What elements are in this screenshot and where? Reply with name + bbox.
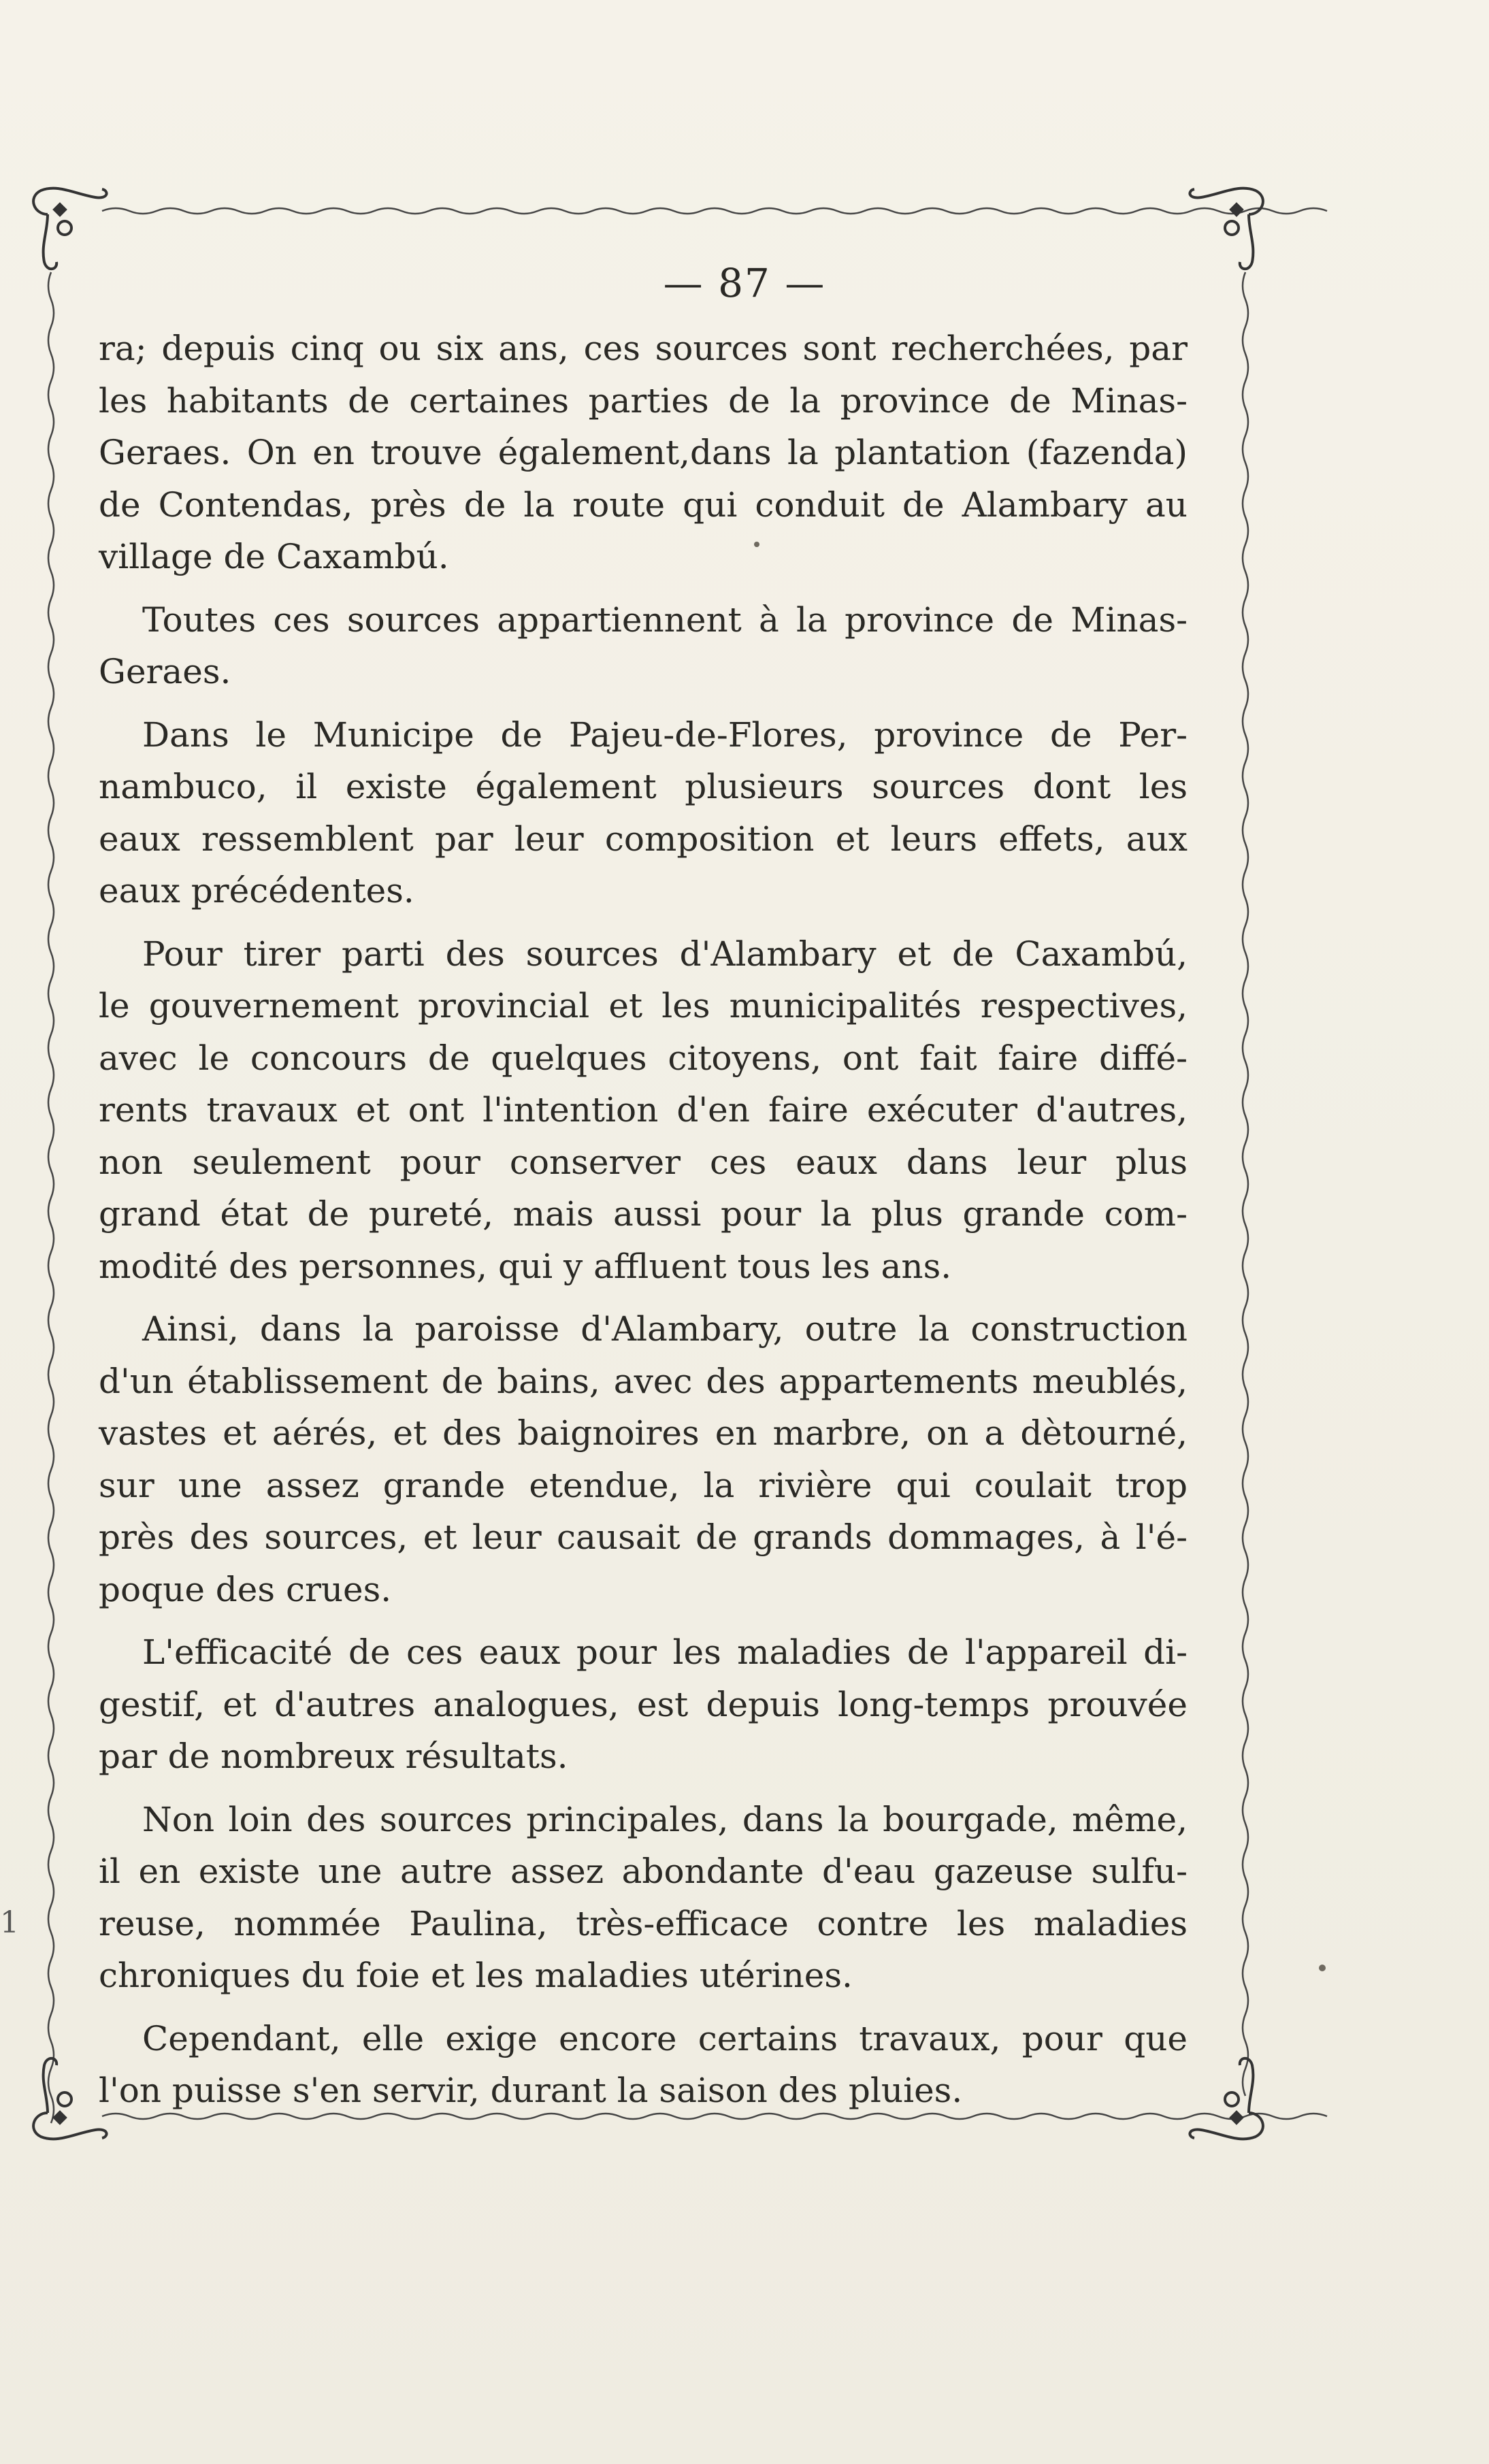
text-line: l'on puisse s'en servir, durant la saison des pluies. — [99, 2071, 963, 2110]
corner-ornament-top-left — [33, 188, 106, 269]
text-line: les habitants de certaines parties de la province de Minas- — [99, 380, 1188, 421]
print-speck — [1319, 1965, 1326, 1971]
corner-ornament-bottom-right — [1190, 2058, 1262, 2139]
text-line: le gouvernement provincial et les municipalités respectives, — [99, 986, 1188, 1025]
text-line: Geraes. — [99, 652, 231, 691]
text-line: Dans le Municipe de Pajeu-de-Flores, province de Per- — [142, 714, 1188, 755]
text-line: L'efficacité de ces eaux pour les maladies de l'appareil di- — [142, 1632, 1188, 1672]
margin-mark: 1 — [0, 1905, 19, 1940]
text-line: gestif, et d'autres analogues, est depuis long-temps prouvée — [99, 1684, 1188, 1724]
text-line: reuse, nommée Paulina, très-efficace contre les maladies — [99, 1903, 1188, 1943]
text-line: ra; depuis cinq ou six ans, ces sources sont recherchées, par — [99, 329, 1188, 368]
text-line: rents travaux et ont l'intention d'en faire exécuter d'autres, — [99, 1090, 1188, 1130]
text-line: village de Caxambú. — [99, 537, 449, 576]
paragraph — [99, 594, 1188, 698]
text-line: eaux ressemblent par leur composition et leurs effets, aux — [99, 819, 1188, 859]
text-line: avec le concours de quelques citoyens, ont fait faire diffé- — [99, 1038, 1188, 1078]
text-line: Toutes ces sources appartiennent à la province de Minas- — [142, 599, 1188, 640]
paragraph — [99, 2013, 1188, 2117]
text-line: modité des personnes, qui y affluent tous les ans. — [99, 1246, 952, 1286]
right-wavy-rule — [1243, 272, 1248, 2096]
text-line: de Contendas, près de la route qui conduit de Alambary au — [99, 484, 1188, 525]
text-line: Pour tirer parti des sources d'Alambary et de Caxambú, — [142, 934, 1188, 974]
text-line: non seulement pour conserver ces eaux dans leur plus — [99, 1142, 1188, 1182]
text-line: grand état de pureté, mais aussi pour la plus grande com- — [99, 1194, 1188, 1234]
text-line: poque des crues. — [99, 1569, 392, 1609]
paragraph — [99, 928, 1188, 1293]
text-line: il en existe une autre assez abondante d'eau gazeuse sulfu- — [99, 1852, 1188, 1891]
paragraph — [99, 1626, 1188, 1783]
text-line: Geraes. On en trouve également,dans la plantation (fazenda) — [99, 433, 1188, 472]
text-line: Ainsi, dans la paroisse d'Alambary, outre la construction — [142, 1309, 1188, 1349]
left-wavy-rule — [48, 272, 54, 2123]
text-line: Non loin des sources principales, dans la bourgade, même, — [142, 1799, 1188, 1839]
text-line: près des sources, et leur causait de grands dommages, à l'é- — [99, 1517, 1188, 1557]
text-line: sur une assez grande etendue, la rivière qui coulait trop — [99, 1465, 1188, 1505]
body-text — [99, 323, 1188, 2128]
text-line: eaux précédentes. — [99, 871, 414, 910]
corner-ornament-bottom-left — [33, 2058, 106, 2139]
text-line: nambuco, il existe également plusieurs sources dont les — [99, 767, 1188, 806]
text-line: d'un établissement de bains, avec des appartements meublés, — [99, 1361, 1188, 1401]
paragraph — [99, 1794, 1188, 2002]
text-line: Cependant, elle exige encore certains travaux, pour que — [142, 2018, 1188, 2058]
paragraph — [99, 1303, 1188, 1615]
top-wavy-rule — [102, 208, 1327, 214]
text-line: par de nombreux résultats. — [99, 1737, 568, 1776]
corner-ornament-top-right — [1190, 188, 1262, 269]
page-number: — 87 — — [663, 260, 826, 306]
text-line: chroniques du foie et les maladies utérines. — [99, 1956, 853, 1995]
paragraph — [99, 323, 1188, 583]
print-speck — [754, 542, 759, 547]
paragraph — [99, 709, 1188, 917]
text-line: vastes et aérés, et des baignoires en marbre, on a dètourné, — [99, 1413, 1188, 1453]
